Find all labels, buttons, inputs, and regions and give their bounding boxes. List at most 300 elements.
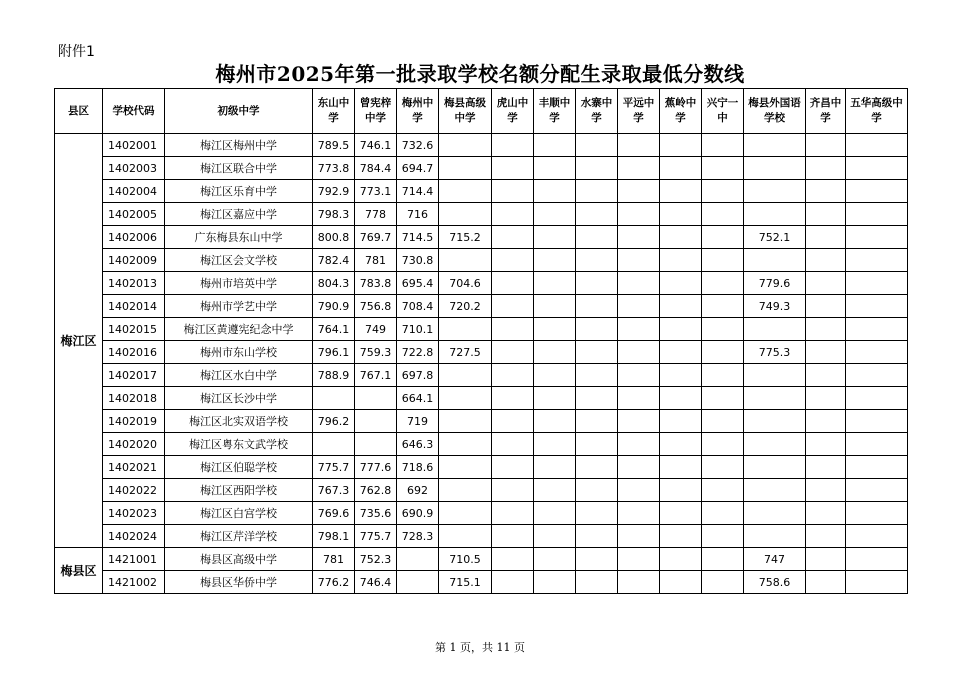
county-cell: 梅县区 <box>55 548 103 594</box>
school-code-cell: 1402014 <box>103 295 165 318</box>
score-cell <box>806 226 846 249</box>
score-cell <box>534 456 576 479</box>
column-header: 初级中学 <box>165 89 313 134</box>
score-cell: 782.4 <box>313 249 355 272</box>
table-row <box>55 548 908 571</box>
score-cell <box>846 456 908 479</box>
score-cell: 756.8 <box>355 295 397 318</box>
score-cell <box>702 548 744 571</box>
score-cell <box>534 249 576 272</box>
score-cell <box>660 456 702 479</box>
score-cell <box>846 433 908 456</box>
score-cell <box>355 387 397 410</box>
score-cell <box>576 364 618 387</box>
score-cell <box>806 249 846 272</box>
score-cell: 716 <box>397 203 439 226</box>
score-table <box>54 88 908 594</box>
school-code-cell: 1402022 <box>103 479 165 502</box>
school-code-cell: 1402016 <box>103 341 165 364</box>
score-cell <box>439 180 492 203</box>
score-cell <box>744 249 806 272</box>
score-cell: 704.6 <box>439 272 492 295</box>
score-cell <box>846 410 908 433</box>
school-code-cell: 1402004 <box>103 180 165 203</box>
score-cell <box>534 318 576 341</box>
score-cell <box>439 456 492 479</box>
score-cell <box>618 387 660 410</box>
score-cell: 798.1 <box>313 525 355 548</box>
score-cell <box>846 226 908 249</box>
score-cell: 790.9 <box>313 295 355 318</box>
score-cell <box>660 433 702 456</box>
score-cell <box>806 502 846 525</box>
school-name-cell: 梅江区黄遵宪纪念中学 <box>165 318 313 341</box>
school-name-cell: 梅江区会文学校 <box>165 249 313 272</box>
score-cell <box>618 410 660 433</box>
school-name-cell: 梅江区梅州中学 <box>165 134 313 157</box>
page-title: 梅州市2025年第一批录取学校名额分配生录取最低分数线 <box>215 62 745 86</box>
table-row <box>55 226 908 249</box>
score-cell: 775.7 <box>313 456 355 479</box>
score-cell: 752.3 <box>355 548 397 571</box>
column-header: 五华高级中学 <box>846 89 908 134</box>
column-header: 东山中学 <box>313 89 355 134</box>
column-header: 水寨中学 <box>576 89 618 134</box>
column-header: 蕉岭中学 <box>660 89 702 134</box>
score-cell <box>806 525 846 548</box>
score-cell <box>702 180 744 203</box>
table-row <box>55 318 908 341</box>
score-cell <box>846 295 908 318</box>
score-cell <box>744 157 806 180</box>
score-cell: 804.3 <box>313 272 355 295</box>
score-cell: 694.7 <box>397 157 439 180</box>
score-cell <box>660 249 702 272</box>
score-cell <box>576 433 618 456</box>
score-cell <box>806 433 846 456</box>
school-name-cell: 梅县区高级中学 <box>165 548 313 571</box>
score-cell <box>744 180 806 203</box>
school-name-cell: 梅县区华侨中学 <box>165 571 313 594</box>
score-cell <box>660 272 702 295</box>
table-row <box>55 341 908 364</box>
score-cell <box>397 548 439 571</box>
score-cell <box>355 410 397 433</box>
column-header: 梅县外国语学校 <box>744 89 806 134</box>
school-name-cell: 梅江区嘉应中学 <box>165 203 313 226</box>
score-cell <box>492 318 534 341</box>
score-cell <box>846 548 908 571</box>
score-cell: 697.8 <box>397 364 439 387</box>
score-cell <box>534 180 576 203</box>
score-cell <box>576 410 618 433</box>
score-cell: 692 <box>397 479 439 502</box>
score-cell <box>806 134 846 157</box>
school-name-cell: 梅州市培英中学 <box>165 272 313 295</box>
column-header: 学校代码 <box>103 89 165 134</box>
score-cell <box>846 272 908 295</box>
score-cell <box>534 272 576 295</box>
score-cell <box>313 433 355 456</box>
score-cell <box>744 203 806 226</box>
score-cell: 759.3 <box>355 341 397 364</box>
score-cell: 779.6 <box>744 272 806 295</box>
score-cell <box>618 157 660 180</box>
score-cell <box>806 364 846 387</box>
score-cell: 769.7 <box>355 226 397 249</box>
score-cell: 796.2 <box>313 410 355 433</box>
score-cell <box>806 479 846 502</box>
score-cell <box>702 571 744 594</box>
score-cell: 646.3 <box>397 433 439 456</box>
score-cell <box>439 157 492 180</box>
table-row <box>55 479 908 502</box>
score-cell <box>534 134 576 157</box>
score-cell <box>702 433 744 456</box>
score-cell <box>439 134 492 157</box>
score-cell <box>846 364 908 387</box>
score-cell <box>492 571 534 594</box>
score-cell: 728.3 <box>397 525 439 548</box>
score-cell <box>576 456 618 479</box>
score-cell: 714.4 <box>397 180 439 203</box>
score-cell <box>492 341 534 364</box>
score-cell <box>576 548 618 571</box>
table-row <box>55 203 908 226</box>
school-name-cell: 广东梅县东山中学 <box>165 226 313 249</box>
school-name-cell: 梅江区西阳学校 <box>165 479 313 502</box>
score-cell <box>397 571 439 594</box>
school-name-cell: 梅江区芹洋学校 <box>165 525 313 548</box>
score-cell <box>492 249 534 272</box>
school-code-cell: 1402023 <box>103 502 165 525</box>
score-cell: 781 <box>355 249 397 272</box>
score-cell <box>492 157 534 180</box>
score-cell: 732.6 <box>397 134 439 157</box>
score-cell: 720.2 <box>439 295 492 318</box>
score-cell <box>660 180 702 203</box>
school-name-cell: 梅江区乐育中学 <box>165 180 313 203</box>
score-cell <box>702 272 744 295</box>
score-cell: 747 <box>744 548 806 571</box>
score-cell <box>846 157 908 180</box>
score-cell: 710.1 <box>397 318 439 341</box>
school-code-cell: 1402001 <box>103 134 165 157</box>
score-cell <box>660 226 702 249</box>
score-cell <box>806 295 846 318</box>
score-cell <box>576 134 618 157</box>
school-code-cell: 1402020 <box>103 433 165 456</box>
score-cell: 727.5 <box>439 341 492 364</box>
score-cell <box>492 410 534 433</box>
score-cell <box>439 364 492 387</box>
school-code-cell: 1402015 <box>103 318 165 341</box>
score-cell <box>618 272 660 295</box>
score-cell <box>534 502 576 525</box>
score-cell <box>534 525 576 548</box>
column-header: 曾宪梓中学 <box>355 89 397 134</box>
school-code-cell: 1402003 <box>103 157 165 180</box>
score-cell <box>534 548 576 571</box>
score-cell <box>660 364 702 387</box>
school-code-cell: 1402009 <box>103 249 165 272</box>
score-cell <box>439 203 492 226</box>
score-cell: 781 <box>313 548 355 571</box>
score-cell <box>576 479 618 502</box>
school-name-cell: 梅州市学艺中学 <box>165 295 313 318</box>
score-cell <box>846 318 908 341</box>
score-cell <box>846 387 908 410</box>
score-cell <box>806 272 846 295</box>
score-cell <box>313 387 355 410</box>
score-cell <box>618 456 660 479</box>
score-cell <box>576 226 618 249</box>
score-cell <box>744 134 806 157</box>
score-cell <box>806 318 846 341</box>
score-cell <box>576 180 618 203</box>
score-cell <box>492 548 534 571</box>
score-cell <box>534 479 576 502</box>
score-cell: 749 <box>355 318 397 341</box>
score-cell <box>744 433 806 456</box>
score-cell <box>846 249 908 272</box>
score-cell <box>660 341 702 364</box>
school-name-cell: 梅江区水白中学 <box>165 364 313 387</box>
score-cell: 718.6 <box>397 456 439 479</box>
table-row <box>55 134 908 157</box>
table-row <box>55 525 908 548</box>
score-cell <box>576 203 618 226</box>
score-cell: 773.8 <box>313 157 355 180</box>
school-code-cell: 1402019 <box>103 410 165 433</box>
score-cell <box>576 157 618 180</box>
score-cell <box>492 203 534 226</box>
score-cell <box>702 410 744 433</box>
score-cell: 752.1 <box>744 226 806 249</box>
school-name-cell: 梅州市东山学校 <box>165 341 313 364</box>
score-cell: 783.8 <box>355 272 397 295</box>
score-cell: 798.3 <box>313 203 355 226</box>
score-cell <box>618 364 660 387</box>
score-cell <box>576 318 618 341</box>
score-cell <box>806 387 846 410</box>
column-header: 县区 <box>55 89 103 134</box>
score-cell: 767.1 <box>355 364 397 387</box>
table-row <box>55 272 908 295</box>
school-name-cell: 梅江区北实双语学校 <box>165 410 313 433</box>
score-cell <box>534 295 576 318</box>
score-cell <box>618 226 660 249</box>
county-cell: 梅江区 <box>55 134 103 548</box>
score-cell <box>534 571 576 594</box>
table-row <box>55 180 908 203</box>
score-cell: 764.1 <box>313 318 355 341</box>
score-cell: 775.7 <box>355 525 397 548</box>
school-name-cell: 梅江区长沙中学 <box>165 387 313 410</box>
table-row <box>55 456 908 479</box>
score-cell <box>744 479 806 502</box>
school-name-cell: 梅江区联合中学 <box>165 157 313 180</box>
table-row <box>55 387 908 410</box>
score-cell <box>744 502 806 525</box>
score-cell <box>846 134 908 157</box>
score-cell <box>702 502 744 525</box>
score-cell <box>702 295 744 318</box>
score-cell <box>702 226 744 249</box>
score-cell <box>806 571 846 594</box>
score-cell <box>846 502 908 525</box>
score-cell <box>492 502 534 525</box>
school-code-cell: 1421002 <box>103 571 165 594</box>
page-footer: 第 1 页，共 11 页 <box>435 641 525 654</box>
score-cell <box>492 272 534 295</box>
score-cell <box>618 433 660 456</box>
score-cell: 749.3 <box>744 295 806 318</box>
score-cell: 710.5 <box>439 548 492 571</box>
score-cell <box>660 525 702 548</box>
school-name-cell: 梅江区伯聪学校 <box>165 456 313 479</box>
score-cell <box>618 571 660 594</box>
score-cell: 714.5 <box>397 226 439 249</box>
score-cell <box>534 364 576 387</box>
score-cell <box>534 203 576 226</box>
score-cell <box>846 571 908 594</box>
score-cell <box>534 410 576 433</box>
score-cell <box>806 456 846 479</box>
school-code-cell: 1402006 <box>103 226 165 249</box>
table-row <box>55 502 908 525</box>
score-cell: 722.8 <box>397 341 439 364</box>
score-cell <box>618 525 660 548</box>
column-header: 虎山中学 <box>492 89 534 134</box>
score-cell <box>846 180 908 203</box>
score-cell <box>660 548 702 571</box>
score-cell <box>492 456 534 479</box>
score-cell <box>846 203 908 226</box>
score-cell <box>660 571 702 594</box>
column-header: 梅州中学 <box>397 89 439 134</box>
score-cell <box>534 226 576 249</box>
score-cell <box>439 502 492 525</box>
table-row <box>55 157 908 180</box>
score-cell: 664.1 <box>397 387 439 410</box>
table-row <box>55 410 908 433</box>
score-cell <box>576 502 618 525</box>
score-cell: 784.4 <box>355 157 397 180</box>
score-cell <box>618 134 660 157</box>
score-cell <box>618 548 660 571</box>
score-cell <box>702 341 744 364</box>
score-cell <box>702 364 744 387</box>
school-code-cell: 1402024 <box>103 525 165 548</box>
score-cell <box>660 479 702 502</box>
score-cell <box>744 318 806 341</box>
column-header: 平远中学 <box>618 89 660 134</box>
column-header: 丰顺中学 <box>534 89 576 134</box>
score-cell: 788.9 <box>313 364 355 387</box>
score-cell <box>702 249 744 272</box>
score-cell <box>702 157 744 180</box>
score-cell <box>576 272 618 295</box>
header-row <box>55 89 908 134</box>
score-cell <box>492 479 534 502</box>
score-cell <box>744 410 806 433</box>
score-cell: 715.2 <box>439 226 492 249</box>
score-cell: 775.3 <box>744 341 806 364</box>
score-cell <box>576 295 618 318</box>
school-code-cell: 1421001 <box>103 548 165 571</box>
score-cell <box>439 479 492 502</box>
score-cell <box>660 387 702 410</box>
score-cell <box>618 249 660 272</box>
score-cell: 769.6 <box>313 502 355 525</box>
score-cell <box>744 456 806 479</box>
score-cell <box>534 341 576 364</box>
score-cell <box>660 318 702 341</box>
score-cell: 778 <box>355 203 397 226</box>
score-cell <box>660 203 702 226</box>
score-cell: 730.8 <box>397 249 439 272</box>
score-cell <box>702 203 744 226</box>
score-cell <box>806 341 846 364</box>
score-cell <box>576 341 618 364</box>
school-code-cell: 1402017 <box>103 364 165 387</box>
score-cell <box>618 295 660 318</box>
score-cell: 800.8 <box>313 226 355 249</box>
score-cell <box>660 502 702 525</box>
score-cell <box>660 295 702 318</box>
score-cell: 773.1 <box>355 180 397 203</box>
score-cell <box>439 525 492 548</box>
score-cell <box>846 479 908 502</box>
score-cell <box>846 525 908 548</box>
score-cell: 708.4 <box>397 295 439 318</box>
score-cell: 789.5 <box>313 134 355 157</box>
score-cell <box>846 341 908 364</box>
score-cell: 735.6 <box>355 502 397 525</box>
score-cell <box>618 341 660 364</box>
score-cell <box>576 249 618 272</box>
score-cell: 746.1 <box>355 134 397 157</box>
column-header: 兴宁一中 <box>702 89 744 134</box>
score-cell <box>702 387 744 410</box>
table-row <box>55 295 908 318</box>
score-cell: 796.1 <box>313 341 355 364</box>
score-cell <box>492 180 534 203</box>
school-code-cell: 1402013 <box>103 272 165 295</box>
score-cell <box>702 318 744 341</box>
score-cell <box>576 525 618 548</box>
score-cell <box>806 548 846 571</box>
score-cell <box>534 433 576 456</box>
score-cell <box>744 364 806 387</box>
score-cell: 792.9 <box>313 180 355 203</box>
score-cell: 758.6 <box>744 571 806 594</box>
table-body <box>55 134 908 594</box>
score-cell <box>439 410 492 433</box>
score-cell <box>439 387 492 410</box>
score-cell <box>660 134 702 157</box>
column-header: 梅县高级中学 <box>439 89 492 134</box>
table-row <box>55 433 908 456</box>
score-cell: 776.2 <box>313 571 355 594</box>
score-cell <box>744 387 806 410</box>
score-cell <box>806 203 846 226</box>
score-cell <box>806 157 846 180</box>
score-cell: 690.9 <box>397 502 439 525</box>
school-code-cell: 1402018 <box>103 387 165 410</box>
table-row <box>55 364 908 387</box>
